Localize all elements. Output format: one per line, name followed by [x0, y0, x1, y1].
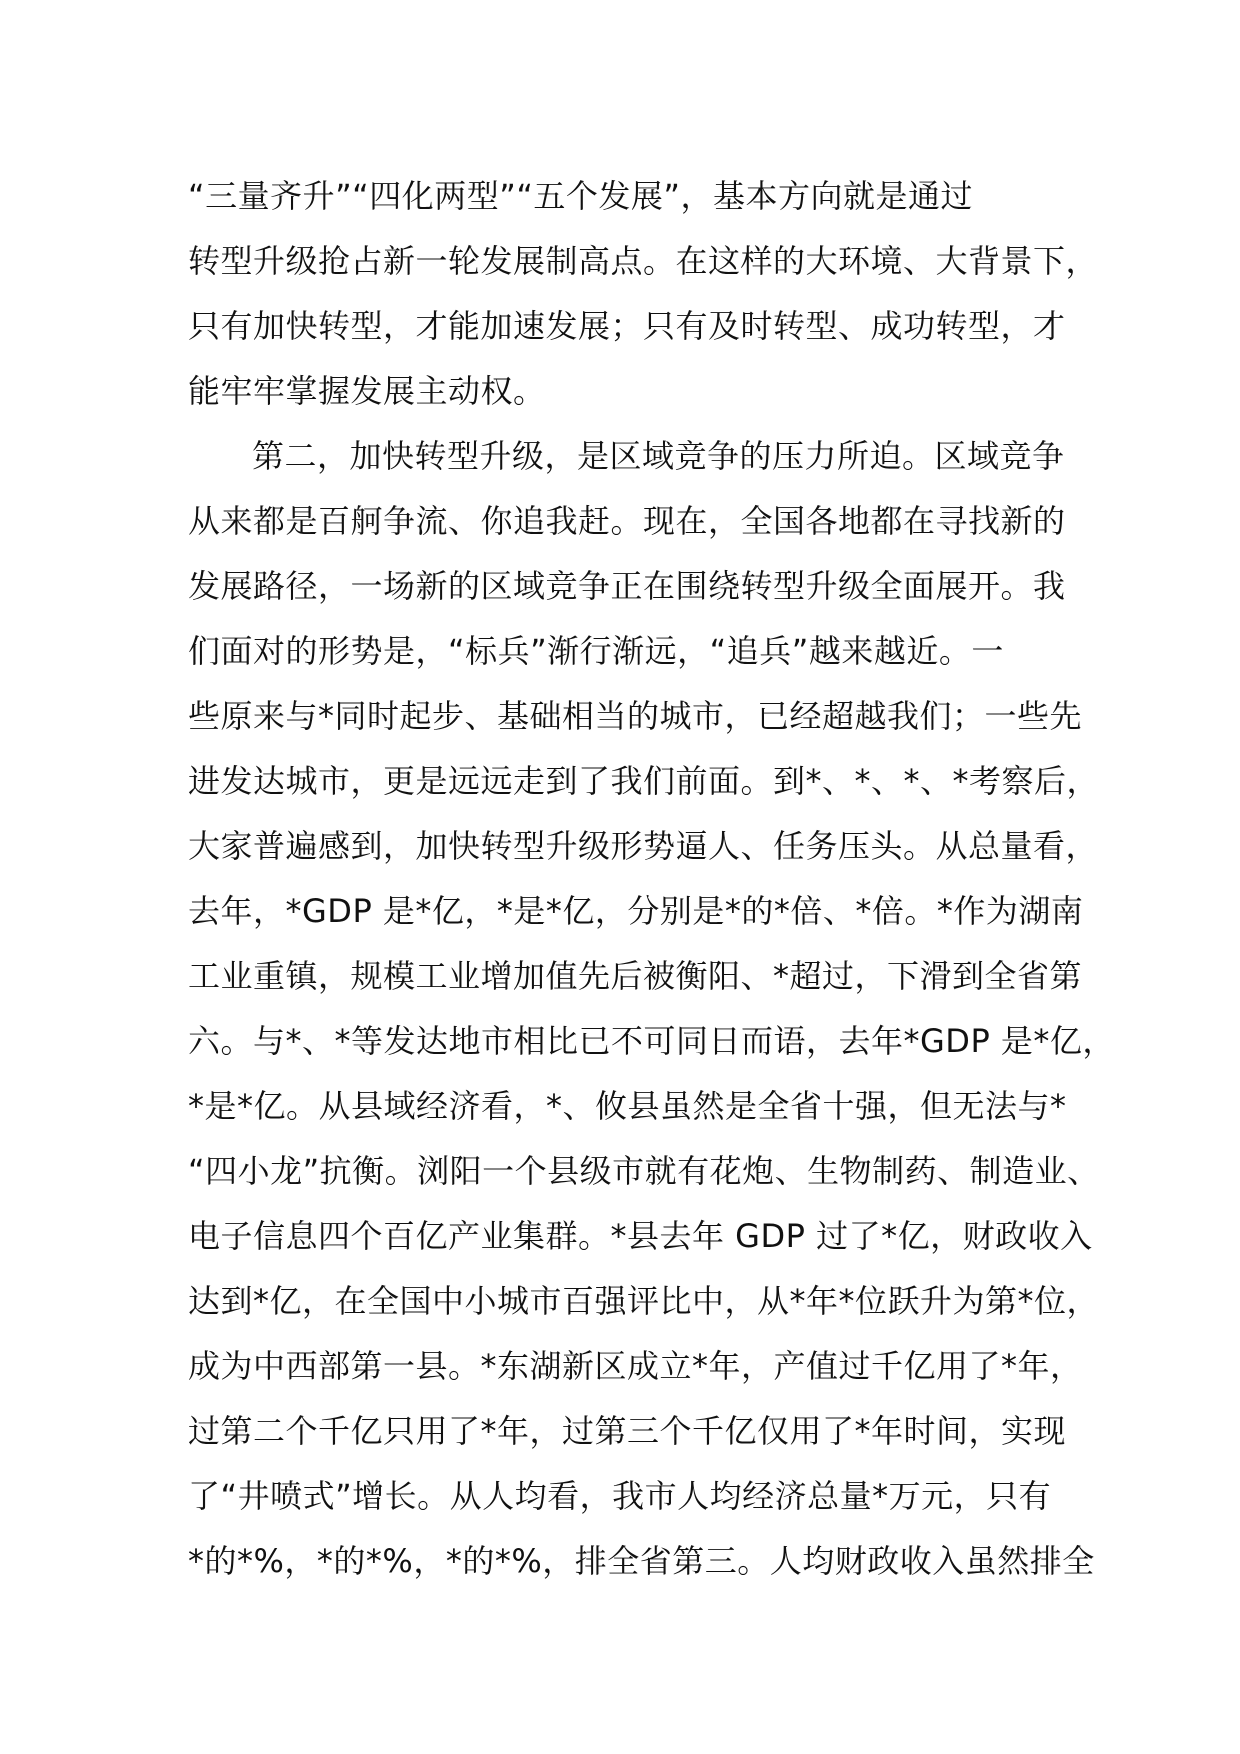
text-line: 达到*亿，在全国中小城市百强评比中，从*年*位跃升为第*位， [188, 1282, 1100, 1320]
text-line: 六。与*、*等发达地市相比已不可同日而语，去年*GDP 是*亿， [188, 1022, 1115, 1060]
document-body [188, 176, 1115, 1606]
text-line: “四小龙”抗衡。浏阳一个县级市就有花炮、生物制药、制造业、 [188, 1152, 1100, 1190]
text-line: 进发达城市，更是远远走到了我们前面。到*、*、*、*考察后， [188, 762, 1100, 800]
text-line: 去年，*GDP 是*亿，*是*亿，分别是*的*倍、*倍。*作为湖南 [188, 892, 1084, 930]
text-line: 工业重镇，规模工业增加值先后被衡阳、*超过，下滑到全省第 [188, 957, 1083, 995]
text-line: 些原来与*同时起步、基础相当的城市，已经超越我们；一些先 [188, 697, 1083, 735]
text-line: 大家普遍感到，加快转型升级形势逼人、任务压头。从总量看， [188, 827, 1099, 865]
text-line: 转型升级抢占新一轮发展制高点。在这样的大环境、大背景下， [188, 242, 1099, 280]
text-line: *的*%，*的*%，*的*%，排全省第三。人均财政收入虽然排全 [188, 1542, 1095, 1580]
text-line: 成为中西部第一县。*东湖新区成立*年，产值过千亿用了*年， [188, 1347, 1083, 1385]
text-line: *是*亿。从县域经济看，*、攸县虽然是全省十强，但无法与* [188, 1087, 1067, 1125]
paragraph-first-line: 第二，加快转型升级，是区域竞争的压力所迫。区域竞争 [252, 437, 1065, 475]
text-line: 只有加快转型，才能加速发展；只有及时转型、成功转型，才 [188, 307, 1066, 345]
text-line: 发展路径，一场新的区域竞争正在围绕转型升级全面展开。我 [188, 567, 1066, 605]
text-line: 能牢牢掌握发展主动权。 [188, 372, 546, 410]
text-line: 从来都是百舸争流、你追我赶。现在，全国各地都在寻找新的 [188, 502, 1066, 540]
text-line: 电子信息四个百亿产业集群。*县去年 GDP 过了*亿，财政收入 [188, 1217, 1093, 1255]
text-line: 了“井喷式”增长。从人均看，我市人均经济总量*万元，只有 [188, 1477, 1052, 1515]
text-line: 过第二个千亿只用了*年，过第三个千亿仅用了*年时间，实现 [188, 1412, 1067, 1450]
text-line: “三量齐升”“四化两型”“五个发展”，基本方向就是通过 [188, 177, 973, 215]
text-line: 们面对的形势是，“标兵”渐行渐远，“追兵”越来越近。一 [188, 632, 1004, 670]
